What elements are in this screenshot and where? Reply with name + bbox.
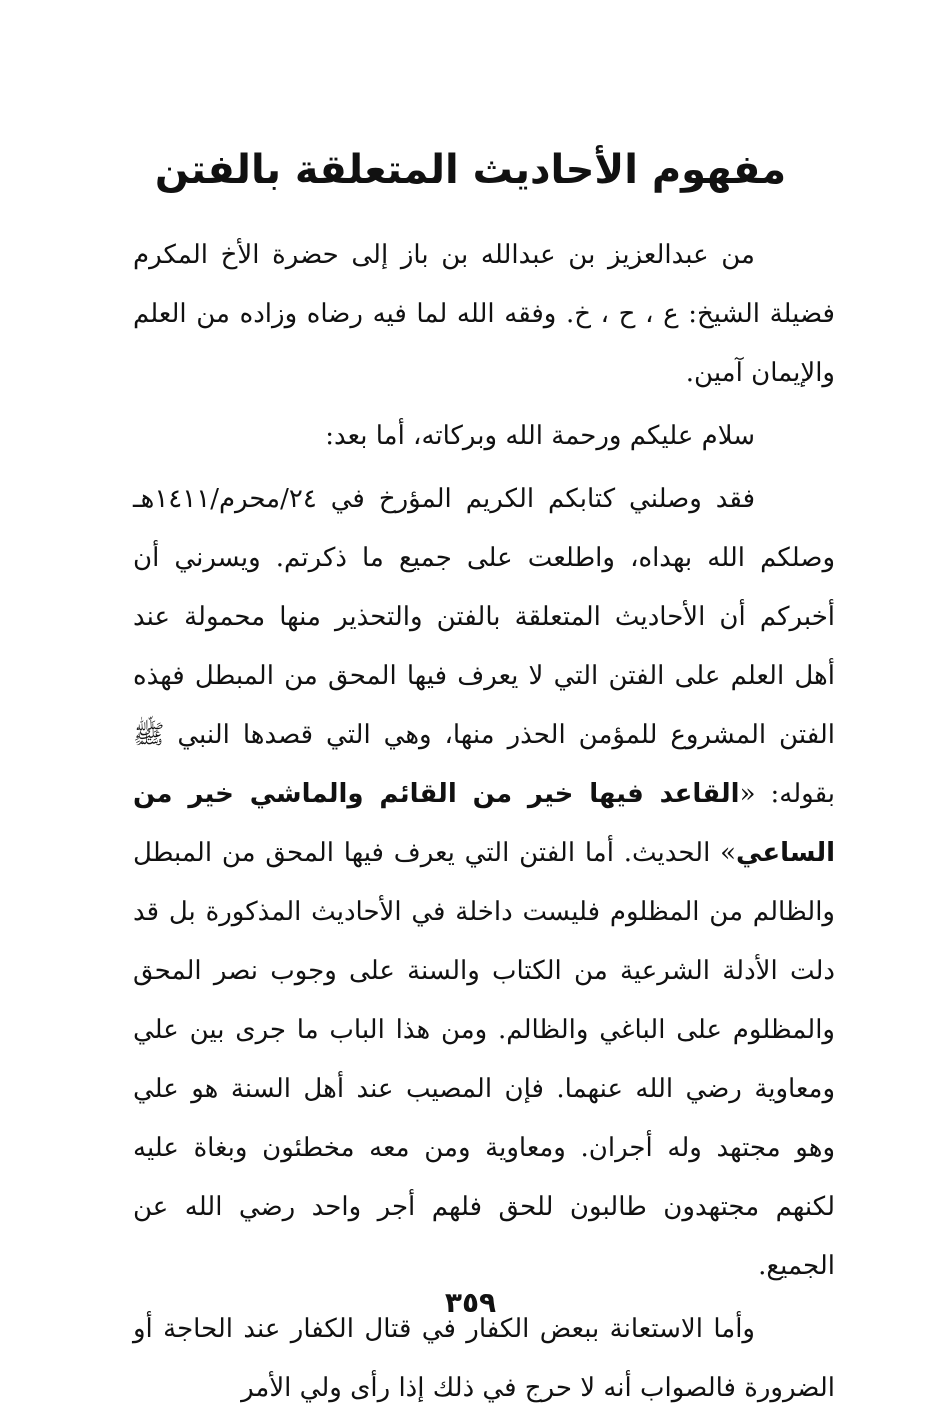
hadith-quote: القاعد فيها خير من القائم والماشي خير من الساعي [133, 779, 835, 868]
body-text [133, 226, 835, 1418]
paragraph-main-part2: » الحديث. أما الفتن التي يعرف فيها المحق من المبطل والظالم من المظلوم فليست داخلة في الأحاديث المذكورة بل قد دلت الأدلة الشرعية من الكتاب والسنة على وجوب نصر المحق والمظلوم على الباغي والظالم. ومن هذا الباب ما جرى بين علي ومعاوية رضي الله عنهما. فإن المصيب عند أهل السنة هو علي وهو مجتهد وله أجران. ومعاوية ومن معه مخطئون وبغاة عليه لكنهم مجتهدون طالبون للحق فلهم أجر واحد رضي الله عن الجميع. [133, 838, 835, 1281]
paragraph-greeting: سلام عليكم ورحمة الله وبركاته، أما بعد: [325, 421, 755, 451]
paragraph-main-part1: فقد وصلني كتابكم الكريم المؤرخ في ٢٤/محرم/١٤١١هـ وصلكم الله بهداه، واطلعت على جميع ما ذكرتم. ويسرني أن أخبركم أن الأحاديث المتعلقة بالفتن والتحذير منها محمولة عند أهل العلم على الفتن التي لا يعرف فيها المحق من المبطل فهذه الفتن المشروع للمؤمن الحذر منها، وهي التي قصدها النبي ﷺ بقوله: « [133, 484, 835, 809]
page-number: ٣٥٩ [444, 1286, 497, 1319]
page-title: مفهوم الأحاديث المتعلقة بالفتن [154, 147, 787, 193]
paragraph-main [133, 470, 835, 1296]
paragraph-continuation: وأما الاستعانة ببعض الكفار في قتال الكفار عند الحاجة أو الضرورة فالصواب أنه لا حرج في ذلك إذا رأى ولي الأمر [133, 1314, 835, 1403]
paragraph-salutation: من عبدالعزيز بن عبدالله بن باز إلى حضرة الأخ المكرم فضيلة الشيخ: ع ، ح ، خ. وفقه الله لما فيه رضاه وزاده من العلم والإيمان آمين. [133, 240, 835, 388]
